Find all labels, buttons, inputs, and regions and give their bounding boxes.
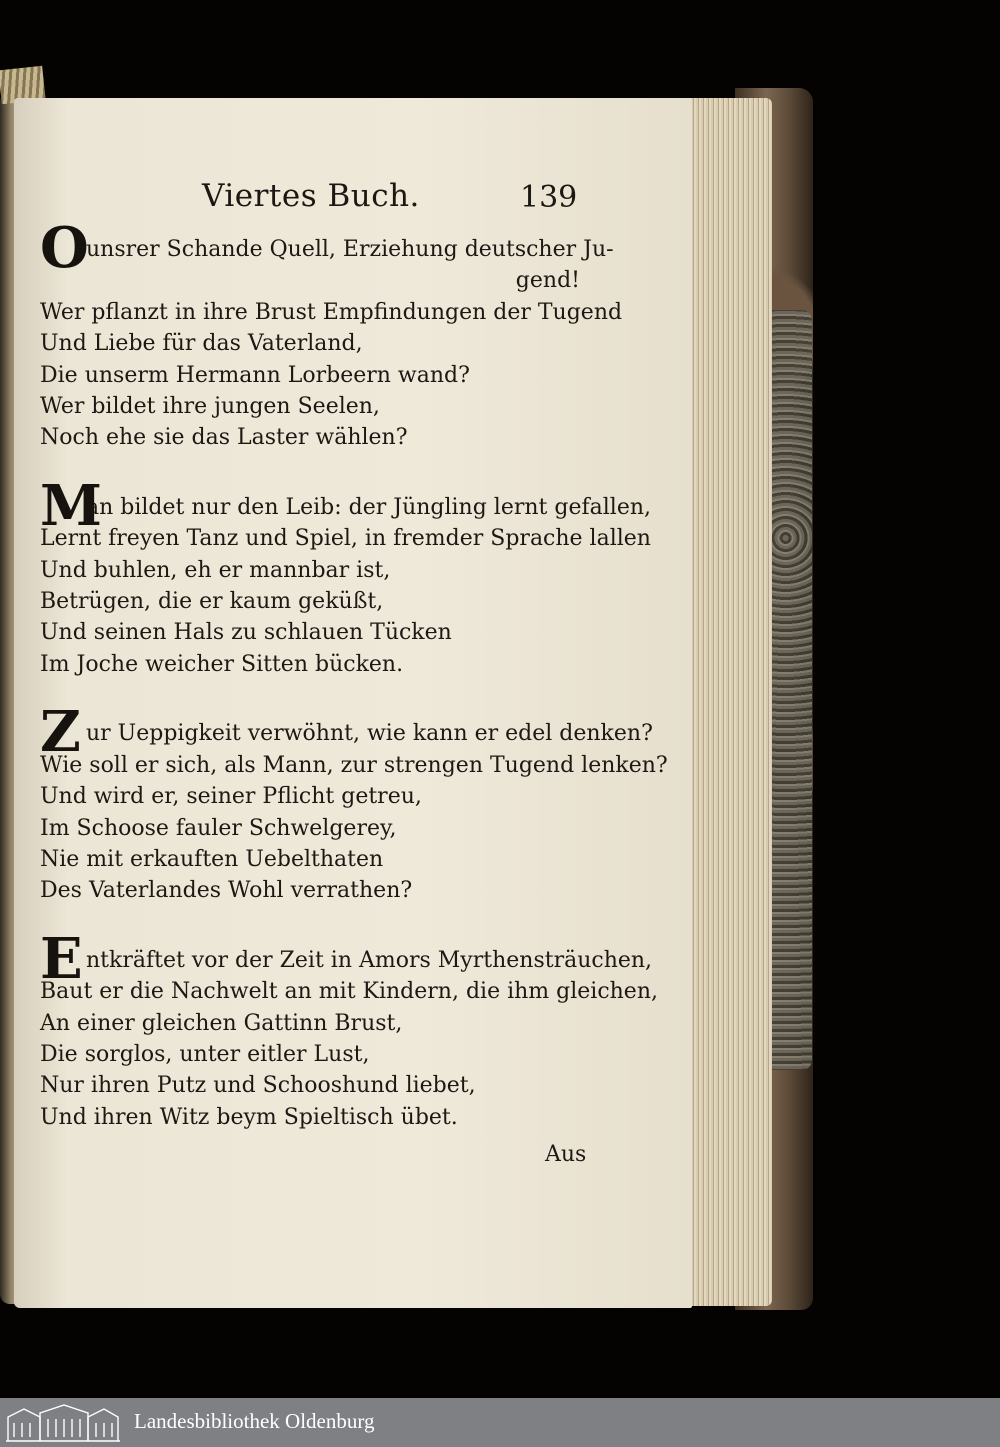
- poem-line-text: ur Ueppigkeit verwöhnt, wie kann er edel denken?: [86, 721, 653, 747]
- poem-line: Betrügen, die er kaum geküßt,: [40, 589, 384, 615]
- library-name: Landesbibliothek Oldenburg: [134, 1409, 375, 1433]
- poem-line: Nie mit erkauften Uebelthaten: [40, 846, 384, 872]
- poem-line: Wie soll er sich, als Mann, zur strengen Tugend lenken?: [40, 752, 668, 778]
- poem-line: Und wird er, seiner Pflicht getreu,: [40, 784, 422, 810]
- marbled-cover: [768, 310, 812, 1070]
- poem-text: [40, 215, 668, 1171]
- poem-line: Noch ehe sie das Laster wählen?: [40, 425, 408, 451]
- poem-line: gend!: [515, 268, 580, 294]
- stanza: [40, 215, 623, 454]
- poem-line: An einer gleichen Gattinn Brust,: [40, 1010, 403, 1036]
- poem-line: Die sorglos, unter eitler Lust,: [40, 1041, 370, 1067]
- page-number: 139: [520, 180, 578, 215]
- poem-line-text: unsrer Schande Quell, Erziehung deutscher Ju-: [86, 237, 614, 262]
- stanza: [40, 925, 658, 1133]
- poem-line: Wer bildet ihre jungen Seelen,: [40, 394, 380, 420]
- poem-line: Und buhlen, eh er mannbar ist,: [40, 557, 391, 583]
- poem-line: Im Schoose fauler Schwelgerey,: [40, 815, 397, 841]
- poem-line: Wer pflanzt in ihre Brust Empfindungen der Tugend: [40, 299, 623, 325]
- poem-line: Nur ihren Putz und Schooshund liebet,: [40, 1073, 476, 1099]
- poem-line: Baut er die Nachwelt an mit Kindern, die ihm gleichen,: [40, 979, 658, 1005]
- poem-line-text: an bildet nur den Leib: der Jüngling lernt gefallen,: [86, 494, 651, 520]
- drop-initial: E: [40, 925, 83, 992]
- drop-initial: O: [40, 215, 89, 281]
- drop-initial: M: [40, 472, 102, 539]
- drop-initial: Z: [40, 699, 81, 766]
- stanza: [40, 699, 668, 906]
- running-head: Viertes Buch.: [202, 178, 420, 214]
- catchword: Aus: [545, 1142, 587, 1167]
- poem-line: Und ihren Witz beym Spieltisch übet.: [40, 1104, 458, 1130]
- poem-line: Und Liebe für das Vaterland,: [40, 331, 363, 357]
- poem-line: Die unserm Hermann Lorbeern wand?: [40, 362, 470, 388]
- stanza: [40, 472, 651, 680]
- poem-line-text: ntkräftet vor der Zeit in Amors Myrthensträuchen,: [86, 947, 653, 973]
- library-building-icon: [4, 1401, 122, 1445]
- poem-line: Lernt freyen Tanz und Spiel, in fremder Sprache lallen: [40, 526, 651, 552]
- poem-line: Im Joche weicher Sitten bücken.: [40, 651, 404, 677]
- poem-line: [40, 925, 653, 992]
- poem-line: Und seinen Hals zu schlauen Tücken: [40, 620, 452, 646]
- poem-line: Des Vaterlandes Wohl verrathen?: [40, 878, 413, 904]
